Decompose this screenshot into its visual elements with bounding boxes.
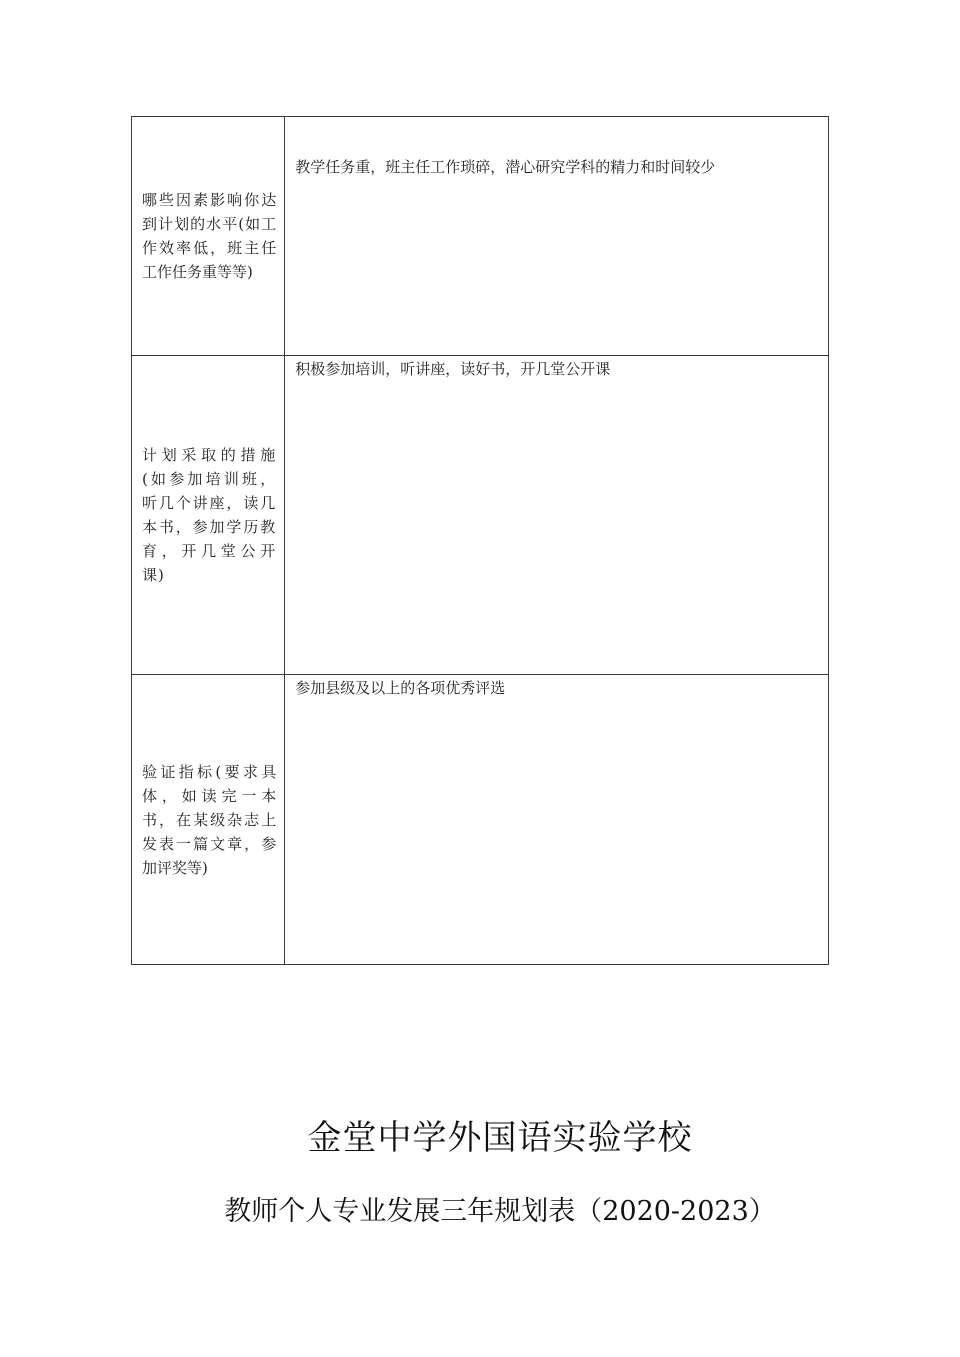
row-content-planned-measures [285,356,829,675]
row-content-influencing-factors [285,117,829,356]
plan-table [131,116,829,965]
form-title: 教师个人专业发展三年规划表（2020-2023） [224,1196,776,1227]
table-row-influencing-factors [132,117,829,356]
table-row-planned-measures [132,356,829,675]
row-label-planned-measures: 计划采取的措施(如参加培训班，听几个讲座，读几本书，参加学历教育，开几堂公开课) [132,356,285,675]
row-label-verification-indicators: 验证指标(要求具体，如读完一本书，在某级杂志上发表一篇文章，参加评奖等) [132,675,285,965]
planned-measures-answer: 积极参加培训，听讲座，读好书，开几堂公开课 [295,360,611,378]
verification-indicators-answer: 参加县级及以上的各项优秀评选 [295,679,506,697]
row-content-verification-indicators [285,675,829,965]
influencing-factors-answer: 教学任务重，班主任工作琐碎，潜心研究学科的精力和时间较少 [295,158,716,176]
school-name: 金堂中学外国语实验学校 [307,1118,693,1158]
row-label-influencing-factors: 哪些因素影响你达到计划的水平(如工作效率低，班主任工作任务重等等) [132,117,285,356]
table-row-verification-indicators [132,675,829,965]
